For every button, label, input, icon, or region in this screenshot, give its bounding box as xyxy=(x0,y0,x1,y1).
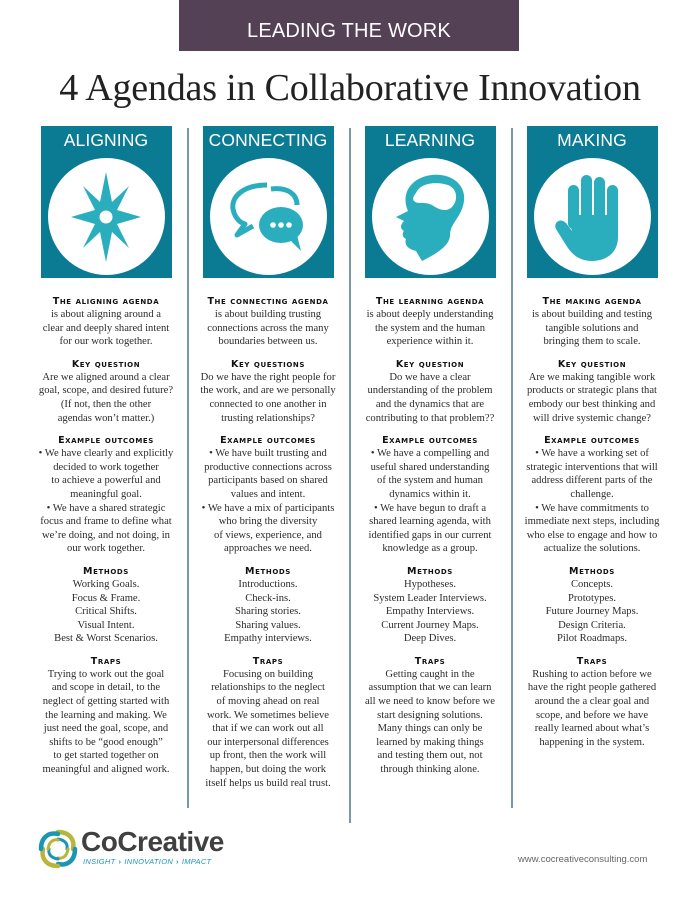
example-outcomes-heading: Example outcomes xyxy=(382,435,478,447)
methods-section xyxy=(182,565,354,646)
example-outcomes-line: • We have a shared strategic xyxy=(46,502,166,514)
agenda-column-making xyxy=(506,126,678,758)
traps-line: and testing them out, not xyxy=(377,750,483,762)
key-question-line: contributing to that problem?? xyxy=(365,412,495,424)
methods-line: Prototypes. xyxy=(568,592,616,604)
traps-line: neglect of getting started with xyxy=(42,696,170,708)
example-outcomes-line: who else to engage and how to xyxy=(526,529,658,541)
traps-line: meaningful and aligned work. xyxy=(42,764,170,776)
agenda-summary-line: is about building and testing xyxy=(531,309,653,320)
traps-line: shifts to be “good enough” xyxy=(49,736,163,748)
example-outcomes-line: who bring the diversity xyxy=(218,516,318,528)
methods-heading: Methods xyxy=(245,565,291,577)
traps-line: all we need to know before we xyxy=(364,696,496,708)
example-outcomes-section xyxy=(506,434,678,556)
example-outcomes-line: approaches we need. xyxy=(224,543,312,555)
methods-line: Sharing values. xyxy=(235,619,301,631)
agenda-summary-line: is about deeply understanding xyxy=(366,309,494,320)
traps-line: have the right people gathered xyxy=(527,682,657,694)
agenda-summary-line: is about building trusting xyxy=(214,309,322,320)
example-outcomes-line: knowledge as a group. xyxy=(382,543,478,555)
traps-line: around the a clear goal and xyxy=(534,696,650,708)
example-outcomes-line: challenge. xyxy=(570,488,614,500)
example-outcomes-line: values and intent. xyxy=(230,488,306,500)
methods-line: Focus & Frame. xyxy=(71,592,141,604)
example-outcomes-line: decided to work together xyxy=(53,461,159,473)
methods-heading: Methods xyxy=(407,565,453,577)
example-outcomes-line: productive connections across xyxy=(204,461,332,473)
traps-line: itself helps us build real trust. xyxy=(205,777,331,789)
agenda-content xyxy=(506,295,678,749)
compass-star-icon xyxy=(48,158,165,275)
example-outcomes-line: we’re doing, and not doing, in xyxy=(42,529,170,541)
methods-section xyxy=(344,565,516,646)
example-outcomes-line: focus and frame to define what xyxy=(40,516,172,528)
agenda-summary-line: is about aligning around a xyxy=(50,309,162,320)
example-outcomes-line: of views, experience, and xyxy=(214,529,322,541)
chevron-right-icon: › xyxy=(176,857,179,866)
section-banner xyxy=(179,0,519,51)
agenda-summary-section xyxy=(344,295,516,349)
methods-line: Working Goals. xyxy=(72,578,140,590)
methods-line: Empathy interviews. xyxy=(224,633,312,645)
methods-line: Pilot Roadmaps. xyxy=(556,633,628,645)
key-question-line: Do we have the right people for xyxy=(200,371,336,383)
key-question-heading: Key question xyxy=(71,358,141,370)
agenda-summary-heading: The learning agenda xyxy=(375,296,485,307)
example-outcomes-line: useful shared understanding xyxy=(370,461,490,473)
example-outcomes-line: • We have commitments to xyxy=(535,502,649,514)
example-outcomes-section xyxy=(182,434,354,556)
example-outcomes-line: • We have a working set of xyxy=(535,448,649,460)
methods-line: Future Journey Maps. xyxy=(545,606,639,618)
methods-line: Current Journey Maps. xyxy=(381,619,479,631)
example-outcomes-line: address different parts of the xyxy=(531,475,653,487)
traps-line: through thinking alone. xyxy=(380,764,480,776)
banner-text: LEADING THE WORK xyxy=(247,20,451,42)
traps-line: relationships to the neglect xyxy=(211,682,325,694)
page-title: 4 Agendas in Collaborative Innovation xyxy=(59,67,641,109)
example-outcomes-line: strategic interventions that will xyxy=(526,461,658,473)
key-question-line: will drive systemic change? xyxy=(533,412,651,424)
methods-line: Design Criteria. xyxy=(558,619,626,631)
logo-wordmark: CoCreative xyxy=(81,826,224,857)
key-question-line: Do we have a clear xyxy=(389,371,471,383)
methods-line: Visual Intent. xyxy=(77,619,135,631)
agenda-tile xyxy=(365,126,496,278)
agenda-tile xyxy=(41,126,172,278)
agenda-summary-line: clear and deeply shared intent xyxy=(42,322,170,334)
traps-line: scope, and before we have xyxy=(535,709,649,721)
methods-line: Critical Shifts. xyxy=(75,606,137,618)
agenda-summary-heading: The making agenda xyxy=(542,296,642,307)
agenda-summary-line: boundaries between us. xyxy=(218,336,318,348)
key-question-section xyxy=(506,358,678,425)
traps-line: work. We sometimes believe xyxy=(207,709,329,721)
swirl-logo-icon xyxy=(37,828,79,870)
example-outcomes-line: actualize the solutions. xyxy=(543,543,641,555)
key-question-line: (If not, then the other xyxy=(60,398,152,410)
tile-label: ALIGNING xyxy=(63,130,149,150)
methods-heading: Methods xyxy=(569,565,615,577)
key-question-heading: Key question xyxy=(395,358,465,370)
head-brain-icon xyxy=(372,158,489,275)
methods-line: Check-ins. xyxy=(245,592,291,604)
chevron-right-icon: › xyxy=(118,857,122,866)
traps-heading: Traps xyxy=(414,655,446,667)
traps-line: just need the goal, scope, and xyxy=(43,723,169,735)
traps-line: of moving ahead on real xyxy=(216,696,320,708)
speech-bubbles-icon xyxy=(210,158,327,275)
agenda-tile xyxy=(527,126,658,278)
key-question-section xyxy=(344,358,516,425)
hand-icon xyxy=(534,158,651,275)
key-question-line: connected to one another in xyxy=(209,398,327,410)
traps-line: up front, then the work will xyxy=(209,750,327,762)
cocreative-logo xyxy=(37,828,237,868)
traps-section xyxy=(182,655,354,790)
example-outcomes-line: • We have a mix of participants xyxy=(201,502,335,514)
example-outcomes-line: • We have built trusting and xyxy=(209,448,327,460)
traps-line: Trying to work out the goal xyxy=(47,668,165,680)
traps-line: Rushing to action before we xyxy=(532,668,652,680)
example-outcomes-section xyxy=(344,434,516,556)
key-question-heading: Key question xyxy=(557,358,627,370)
agenda-tile xyxy=(203,126,334,278)
traps-line: start designing solutions. xyxy=(377,709,483,721)
example-outcomes-heading: Example outcomes xyxy=(220,435,316,447)
tile-label: CONNECTING xyxy=(208,130,328,150)
key-question-line: Are we making tangible work xyxy=(528,371,656,383)
agenda-content xyxy=(182,295,354,790)
methods-line: Sharing stories. xyxy=(235,606,301,618)
key-question-line: agendas won’t matter.) xyxy=(57,412,155,424)
agenda-summary-line: the system and the human xyxy=(374,322,486,334)
key-question-line: embody our best thinking and xyxy=(528,398,656,410)
traps-line: happen, but doing the work xyxy=(209,764,327,776)
key-question-line: and the dynamics that are xyxy=(375,398,485,410)
agenda-summary-section xyxy=(506,295,678,349)
example-outcomes-section xyxy=(20,434,192,556)
traps-line: the learning and making. We xyxy=(45,709,167,721)
agenda-content xyxy=(20,295,192,777)
example-outcomes-line: participants based on shared xyxy=(208,475,328,487)
example-outcomes-line: of the system and human xyxy=(377,475,483,487)
traps-heading: Traps xyxy=(576,655,608,667)
methods-line: Empathy Interviews. xyxy=(385,606,475,618)
traps-line: happening in the system. xyxy=(539,736,645,748)
traps-line: really learned about what’s xyxy=(534,723,650,735)
example-outcomes-line: shared learning agenda, with xyxy=(369,516,491,528)
example-outcomes-line: dynamics within it. xyxy=(389,488,471,500)
traps-line: Getting caught in the xyxy=(385,668,475,680)
key-question-heading: Key questions xyxy=(230,358,305,370)
methods-line: Introductions. xyxy=(238,578,298,590)
key-question-section xyxy=(182,358,354,425)
agenda-summary-section xyxy=(182,295,354,349)
traps-line: learned by making things xyxy=(376,736,484,748)
agenda-summary-section xyxy=(20,295,192,349)
key-question-section xyxy=(20,358,192,425)
key-question-line: goal, scope, and desired future? xyxy=(38,385,174,397)
traps-heading: Traps xyxy=(252,655,284,667)
example-outcomes-line: • We have clearly and explicitly xyxy=(38,448,174,460)
agenda-summary-line: experience within it. xyxy=(386,336,474,348)
methods-line: Deep Dives. xyxy=(403,633,457,645)
key-question-line: understanding of the problem xyxy=(367,385,493,397)
example-outcomes-line: • We have begun to draft a xyxy=(373,502,487,514)
agenda-summary-line: connections across the many xyxy=(207,322,329,334)
methods-line: System Leader Interviews. xyxy=(373,592,487,604)
traps-section xyxy=(20,655,192,777)
traps-heading: Traps xyxy=(90,655,122,667)
methods-line: Best & Worst Scenarios. xyxy=(54,633,158,645)
example-outcomes-line: • We have a compelling and xyxy=(370,448,490,460)
agenda-column-connecting xyxy=(182,126,354,799)
key-question-line: the work, and are we personally xyxy=(200,385,336,397)
methods-heading: Methods xyxy=(83,565,129,577)
key-question-line: Are we aligned around a clear xyxy=(42,371,170,383)
website-link[interactable]: www.cocreativeconsulting.com xyxy=(518,854,648,865)
traps-line: to get started together on xyxy=(53,750,159,762)
methods-section xyxy=(20,565,192,646)
methods-section xyxy=(506,565,678,646)
example-outcomes-line: immediate next steps, including xyxy=(524,516,660,528)
agenda-summary-line: tangible solutions and xyxy=(545,322,639,334)
tile-label: LEARNING xyxy=(384,130,476,150)
agenda-summary-heading: The connecting agenda xyxy=(207,296,329,307)
key-question-line: products or strategic plans that xyxy=(526,385,658,397)
traps-line: Focusing on building xyxy=(222,668,314,680)
methods-line: Concepts. xyxy=(570,578,614,590)
traps-line: our interpersonal differences xyxy=(207,736,329,748)
traps-line: Many things can only be xyxy=(377,723,483,735)
traps-section xyxy=(344,655,516,777)
methods-line: Hypotheses. xyxy=(403,578,457,590)
agenda-content xyxy=(344,295,516,777)
example-outcomes-line: identified gaps in our current xyxy=(368,529,492,541)
agenda-summary-line: for our work together. xyxy=(59,336,153,348)
agenda-summary-heading: The aligning agenda xyxy=(52,296,160,307)
traps-section xyxy=(506,655,678,750)
logo-tagline: INSIGHT › INNOVATION › IMPACT xyxy=(83,857,212,866)
traps-line: that if we can work out all xyxy=(212,723,324,735)
example-outcomes-heading: Example outcomes xyxy=(544,435,640,447)
example-outcomes-line: to achieve a powerful and xyxy=(51,475,161,487)
example-outcomes-line: our work together. xyxy=(67,543,145,555)
traps-line: assumption that we can learn xyxy=(368,682,492,694)
tile-label: MAKING xyxy=(557,130,627,150)
traps-line: and scope in detail, to the xyxy=(51,682,161,694)
example-outcomes-heading: Example outcomes xyxy=(58,435,154,447)
example-outcomes-line: meaningful goal. xyxy=(70,488,142,500)
key-question-line: trusting relationships? xyxy=(221,412,315,424)
agenda-column-learning xyxy=(344,126,516,786)
agenda-summary-line: bringing them to scale. xyxy=(543,336,641,348)
agenda-column-aligning xyxy=(20,126,192,786)
